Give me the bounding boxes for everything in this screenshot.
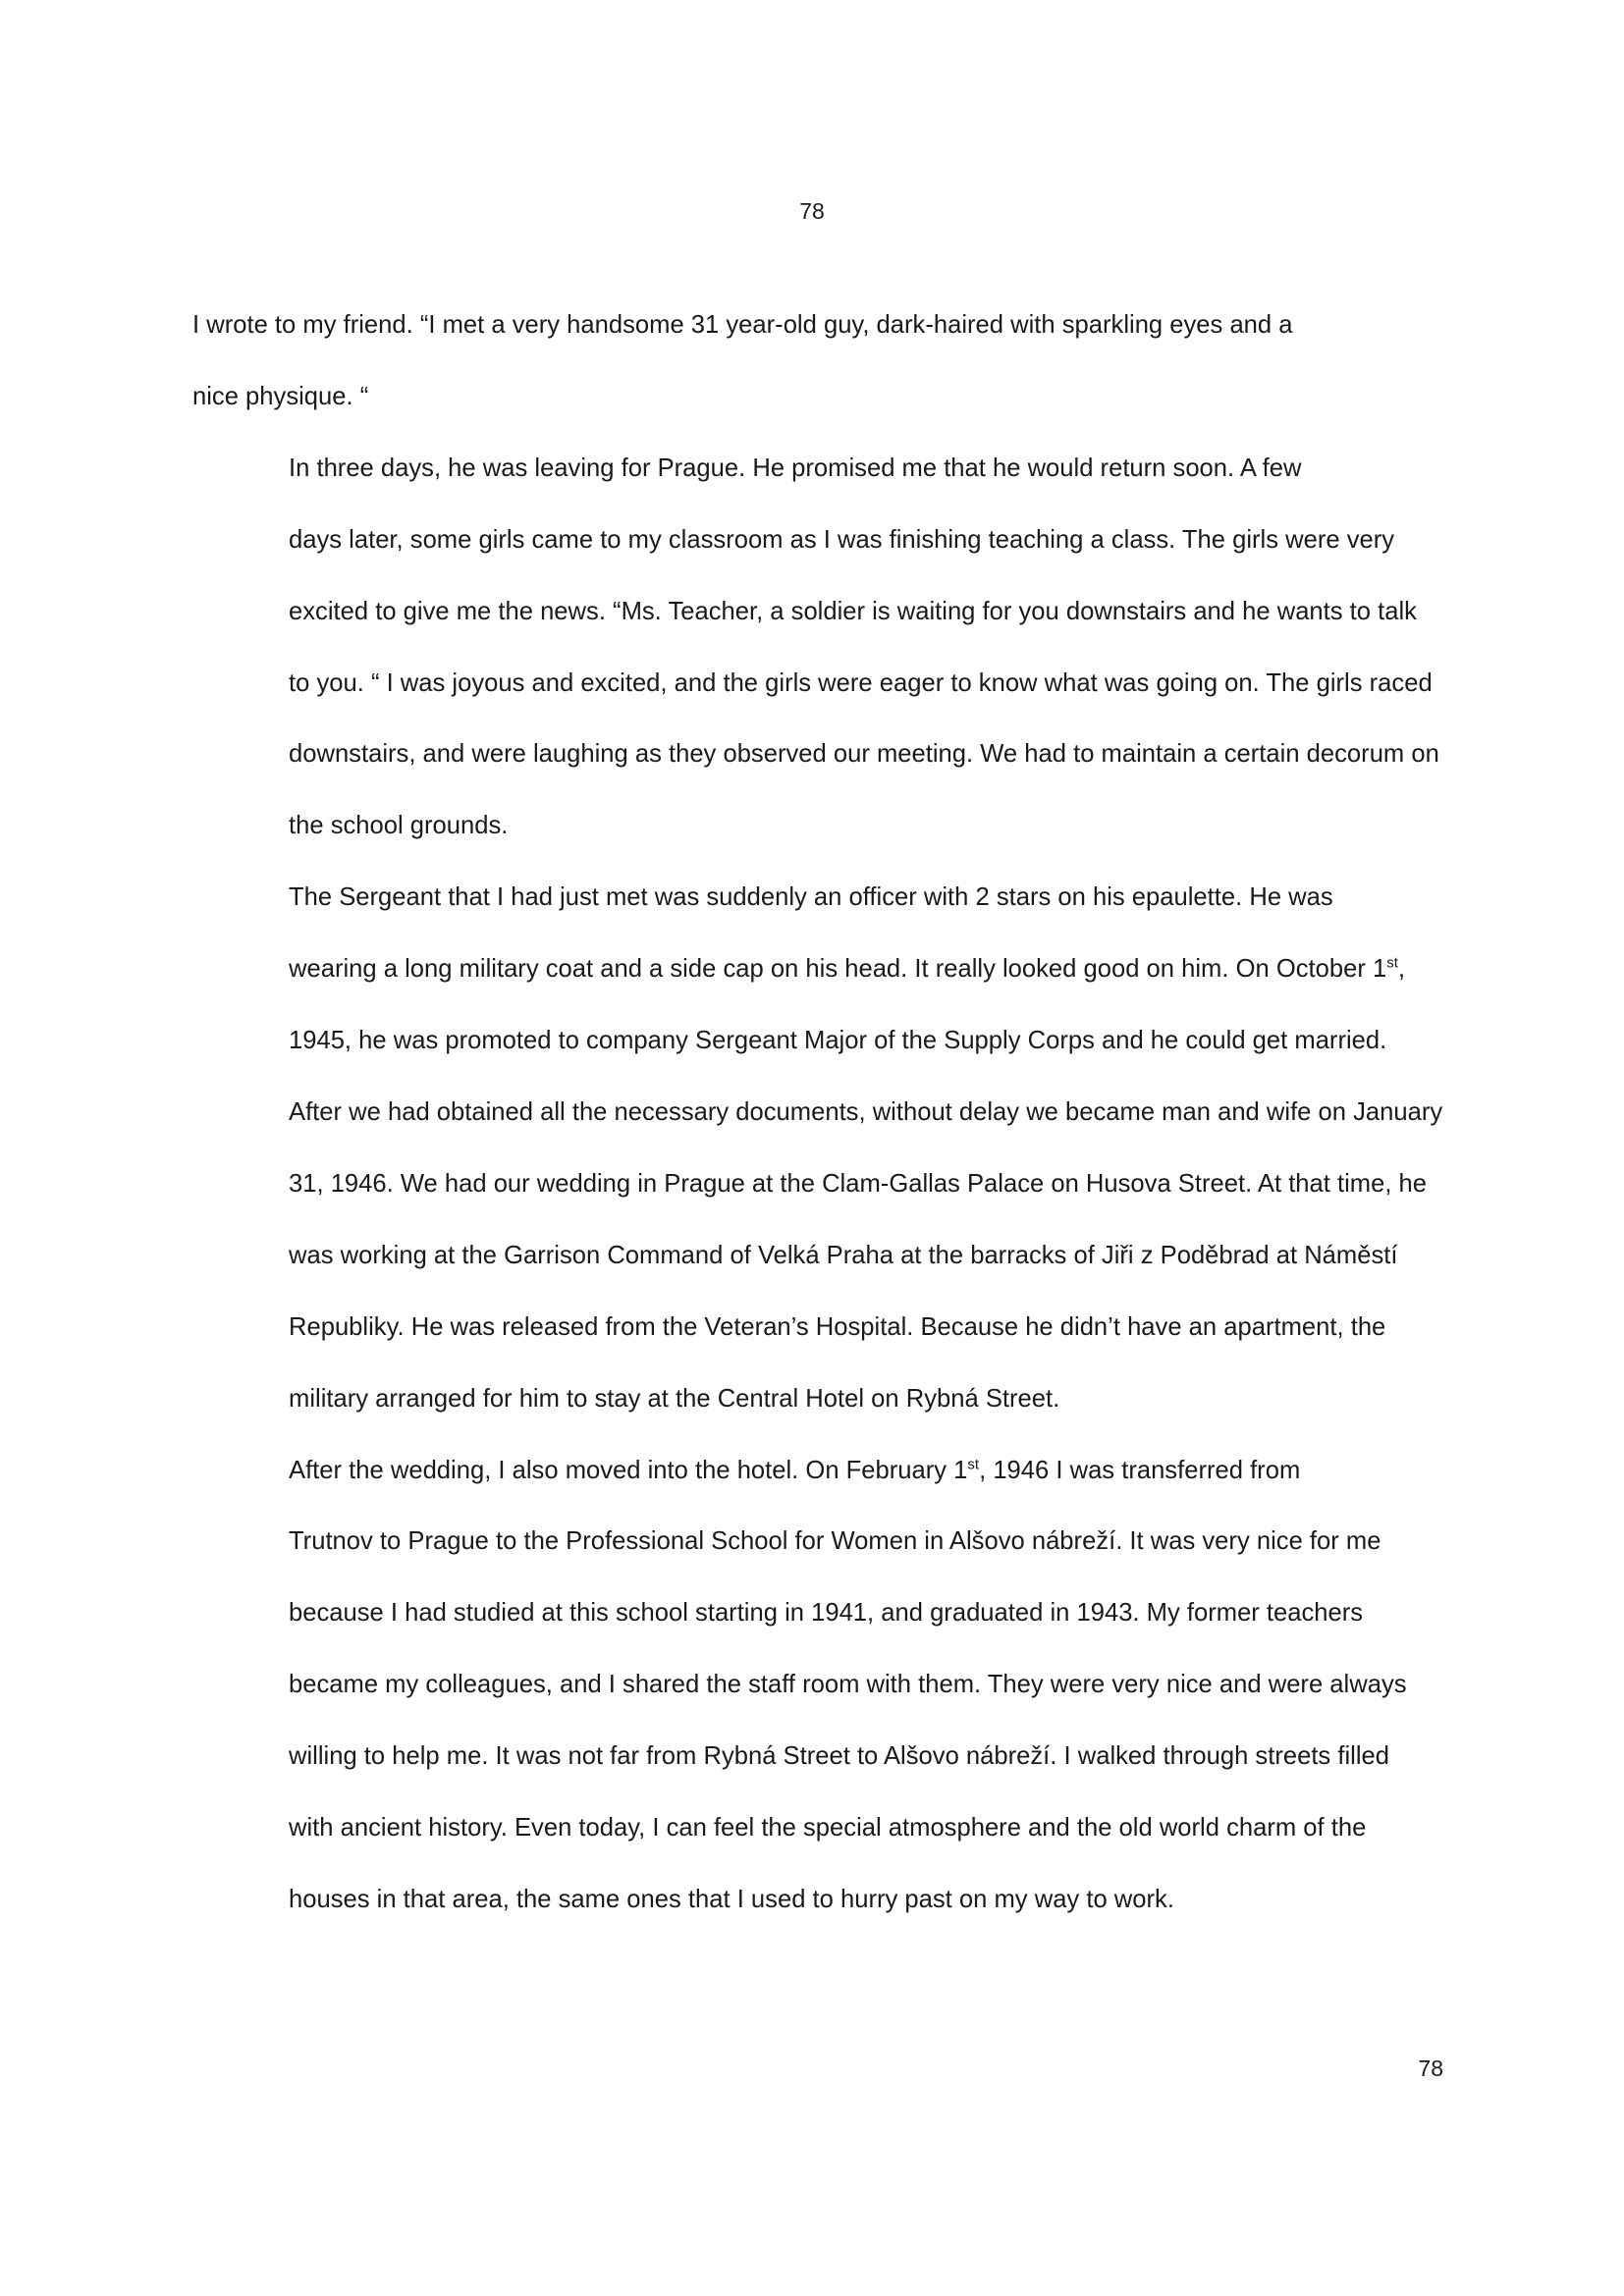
text-segment: , bbox=[1397, 955, 1406, 984]
text-line: 31, 1946. We had our wedding in Prague at the Clam-Gallas Palace on Husova Street. At that time, he bbox=[289, 1169, 1428, 1198]
text-line: because I had studied at this school starting in 1941, and graduated in 1943. My former teachers bbox=[289, 1599, 1364, 1628]
text-line: to you. “ I was joyous and excited, and the girls were eager to know what was going on. The girls raced bbox=[289, 668, 1433, 697]
text-segment: After the wedding, I also moved into the hotel. On February 1 bbox=[289, 1456, 968, 1484]
text-line: 1945, he was promoted to company Sergeant Major of the Supply Corps and he could get married. bbox=[289, 1027, 1387, 1055]
text-line: with ancient history. Even today, I can feel the special atmosphere and the old world charm of the bbox=[289, 1814, 1367, 1842]
text-line: military arranged for him to stay at the Central Hotel on Rybná Street. bbox=[289, 1384, 1060, 1413]
text-segment: wearing a long military coat and a side cap on his head. It really looked good on him. On October 1 bbox=[289, 955, 1387, 984]
page-number-header: 78 bbox=[799, 198, 825, 224]
text-line: houses in that area, the same ones that I used to hurry past on my way to work. bbox=[289, 1885, 1174, 1913]
text-line: nice physique. “ bbox=[192, 382, 369, 410]
text-line: the school grounds. bbox=[289, 812, 509, 840]
text-line: Trutnov to Prague to the Professional School for Women in Alšovo nábreží. It was very nice for me bbox=[289, 1527, 1381, 1556]
text-line: days later, some girls came to my classroom as I was finishing teaching a class. The girls were very bbox=[289, 525, 1395, 554]
document-body bbox=[192, 290, 1449, 1936]
ordinal-suffix: st bbox=[967, 1455, 980, 1472]
text-line: was working at the Garrison Command of Velká Praha at the barracks of Jiři z Poděbrad at Náměstí bbox=[289, 1241, 1398, 1269]
text-line: willing to help me. It was not far from Rybná Street to Alšovo nábreží. I walked through streets filled bbox=[289, 1742, 1389, 1771]
text-line: After we had obtained all the necessary documents, without delay we became man and wife on January bbox=[289, 1097, 1443, 1126]
paragraph-4 bbox=[192, 1435, 1449, 1936]
text-line: Republiky. He was released from the Veteran’s Hospital. Because he didn’t have an apartment, the bbox=[289, 1312, 1386, 1341]
page-number-footer: 78 bbox=[1418, 2056, 1443, 2081]
text-line: In three days, he was leaving for Prague. He promised me that he would return soon. A few bbox=[289, 454, 1302, 482]
ordinal-suffix: st bbox=[1386, 954, 1398, 972]
text-line bbox=[192, 934, 1449, 1005]
paragraph-1 bbox=[192, 290, 1449, 433]
text-line: excited to give me the news. “Ms. Teacher, a soldier is waiting for you downstairs and he wants to talk bbox=[289, 597, 1417, 625]
text-line: The Sergeant that I had just met was suddenly an officer with 2 stars on his epaulette. He was bbox=[289, 883, 1333, 912]
text-line bbox=[192, 1435, 1449, 1507]
text-line: downstairs, and were laughing as they observed our meeting. We had to maintain a certain decorum on bbox=[289, 740, 1439, 769]
text-line: I wrote to my friend. “I met a very handsome 31 year-old guy, dark-haired with sparkling eyes and a bbox=[192, 311, 1293, 339]
paragraph-3 bbox=[192, 862, 1449, 1434]
paragraph-2 bbox=[192, 433, 1449, 862]
text-segment: , 1946 I was transferred from bbox=[979, 1456, 1301, 1484]
text-line: became my colleagues, and I shared the staff room with them. They were very nice and were always bbox=[289, 1671, 1407, 1699]
